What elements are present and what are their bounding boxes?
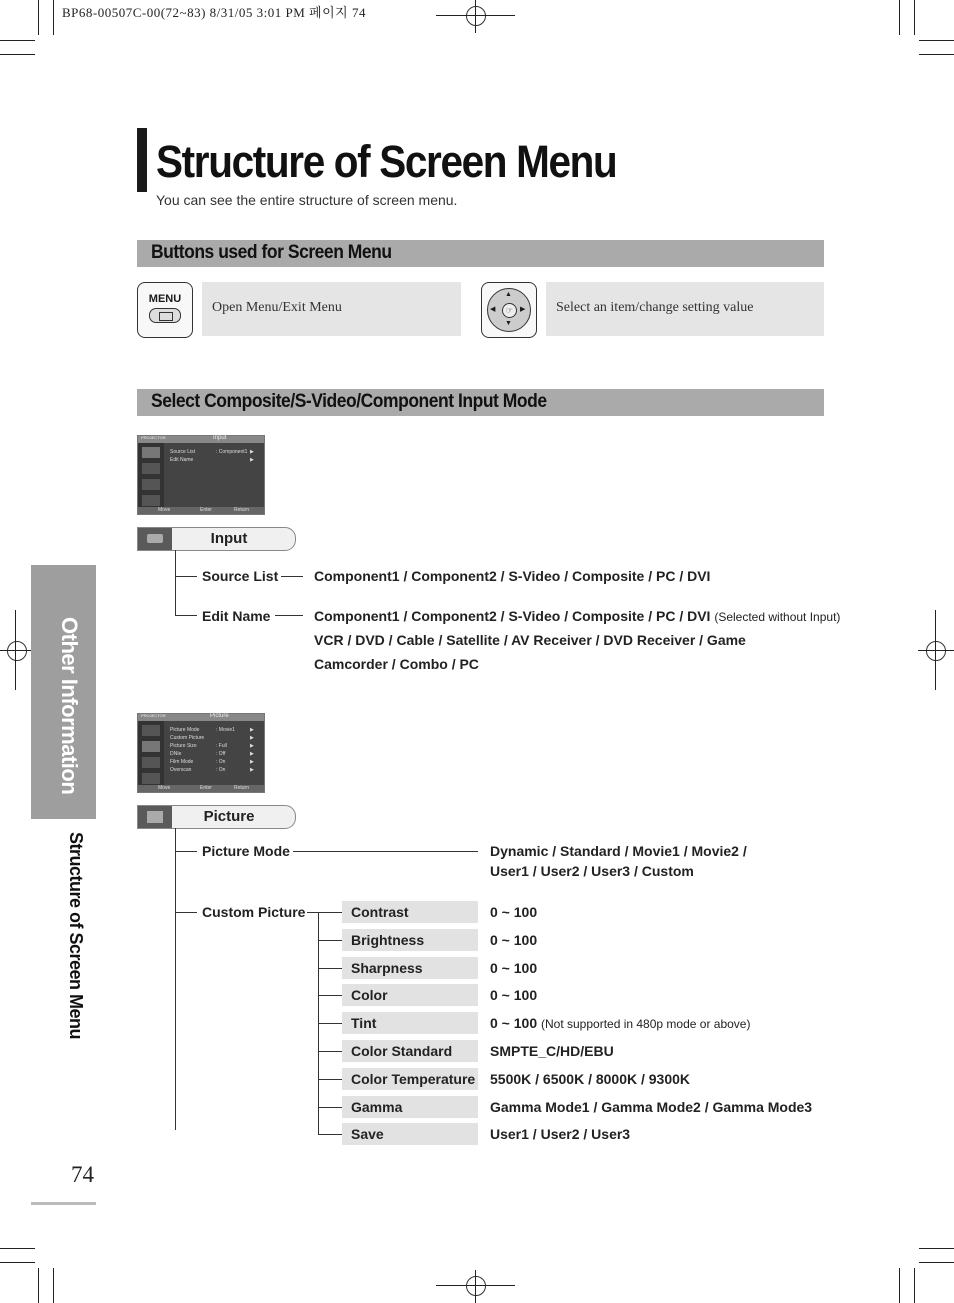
custom-picture-item-name: Sharpness [351,960,423,976]
custom-picture-item-value: 0 ~ 100 [490,904,538,920]
arrow-up-icon: ▲ [505,291,512,298]
menu-button-description: Open Menu/Exit Menu [202,282,461,336]
custom-picture-item-value: 5500K / 6500K / 8000K / 9300K [490,1071,691,1087]
registration-mark [926,641,946,661]
custom-picture-item [342,1068,478,1090]
arrow-right-icon: ▶ [520,306,526,313]
osd-title: Input [213,435,227,441]
edit-name-options-line1: Component1 / Component2 / S-Video / Composite / PC / DVI (Selected without Input) [314,608,841,624]
osd-icon-picture [142,741,160,752]
tree-line [175,828,176,1130]
crop-mark [919,40,954,41]
registration-mark [935,610,936,690]
custom-picture-item [342,901,478,923]
custom-picture-item-name: Contrast [351,904,409,920]
crop-mark [919,1248,954,1249]
crop-mark [919,54,954,55]
section-header-input-mode [137,389,824,416]
arrow-down-icon: ▼ [505,320,512,327]
custom-picture-item-value: 0 ~ 100 (Not supported in 480p mode or above) [490,1015,751,1031]
page-subtitle: You can see the entire structure of screen menu. [156,192,458,208]
edit-name-options-line3: Camcorder / Combo / PC [314,656,479,672]
custom-picture-item-name: Color Temperature [351,1071,476,1087]
arrow-left-icon: ◀ [490,306,496,313]
osd-picture-screenshot: PROJECTOR Picture Picture Mode : Movie1 ▶ Custom Picture ▶ Picture Size : Full ▶ DNIe : Off ▶ Film Mode : On ▶ Overscan : On ▶ Move Enter Return [137,713,265,793]
registration-mark [7,641,27,661]
edit-name-options-line2: VCR / DVD / Cable / Satellite / AV Receiver / DVD Receiver / Game [314,632,746,648]
menu-key-icon [149,308,181,323]
osd-icon-setup [142,773,160,784]
section-header-buttons [137,240,824,267]
osd-icon-setup [142,495,160,506]
crop-mark [38,1268,39,1303]
osd-icon-input [142,725,160,736]
crop-mark [0,1262,35,1263]
registration-mark [466,1276,486,1296]
osd-icon-picture [142,463,160,474]
crop-mark [53,1268,54,1303]
custom-picture-label: Custom Picture [202,904,306,920]
page-number: 74 [71,1162,94,1187]
picture-mode-options-line2: User1 / User2 / User3 / Custom [490,863,694,879]
registration-mark [475,1270,476,1303]
page-title: Structure of Screen Menu [156,136,617,187]
custom-picture-item-name: Tint [351,1015,377,1031]
input-icon [138,528,172,550]
custom-picture-item [342,1096,478,1118]
sidebar-chapter-title: Structure of Screen Menu [66,832,86,1040]
custom-picture-item-name: Gamma [351,1099,403,1115]
input-menu-tab: Input [137,527,296,551]
osd-icon-sound [142,479,160,490]
custom-picture-item-value: 0 ~ 100 [490,987,538,1003]
nav-pad-icon [481,282,537,338]
osd-icon-input [142,447,160,458]
custom-picture-item-name: Color Standard [351,1043,453,1059]
osd-brand: PROJECTOR [141,713,166,718]
crop-mark [914,0,915,35]
title-accent-bar [137,128,147,192]
picture-icon [138,806,172,828]
picture-mode-options-line1: Dynamic / Standard / Movie1 / Movie2 / [490,843,747,859]
crop-mark [899,0,900,35]
menu-icon-label: MENU [148,293,182,305]
custom-picture-item [342,984,478,1006]
nav-ring-icon [487,288,531,332]
registration-mark [0,650,33,651]
registration-mark [15,610,16,690]
nav-button-description: Select an item/change setting value [546,282,824,336]
picture-menu-tab: Picture [137,805,296,829]
custom-picture-item-name: Brightness [351,932,425,948]
registration-mark [918,650,954,651]
print-header-code: BP68-00507C-00(72~83) 8/31/05 3:01 PM 페이지 74 [62,5,366,20]
crop-mark [0,1248,35,1249]
custom-picture-item-name: Color [351,987,388,1003]
section-title: Buttons used for Screen Menu [151,242,392,263]
osd-input-screenshot: PROJECTOR Input Source List : Component1 ▶ Edit Name ▶ Move Enter Return [137,435,265,515]
registration-mark [475,0,476,33]
crop-mark [899,1268,900,1303]
crop-mark [0,40,35,41]
custom-picture-item-note: (Not supported in 480p mode or above) [541,1017,751,1031]
page-number-rule [31,1202,96,1205]
custom-picture-item-value: Gamma Mode1 / Gamma Mode2 / Gamma Mode3 [490,1099,813,1115]
custom-picture-item-name: Save [351,1126,384,1142]
custom-picture-item-value: SMPTE_C/HD/EBU [490,1043,614,1059]
custom-picture-item [342,929,478,951]
tree-line [175,550,176,616]
custom-picture-item [342,1012,478,1034]
osd-brand: PROJECTOR [141,435,166,440]
custom-picture-item-value: User1 / User2 / User3 [490,1126,631,1142]
crop-mark [919,1262,954,1263]
crop-mark [0,54,35,55]
edit-name-note: (Selected without Input) [714,610,841,624]
custom-picture-item [342,957,478,979]
custom-picture-item [342,1123,478,1145]
registration-mark [466,6,486,26]
section-title: Select Composite/S-Video/Component Input Mode [151,391,547,412]
crop-mark [53,0,54,35]
source-list-options: Component1 / Component2 / S-Video / Composite / PC / DVI [314,568,711,584]
custom-picture-item [342,1040,478,1062]
custom-picture-item-value: 0 ~ 100 [490,960,538,976]
source-list-label: Source List [202,568,279,584]
crop-mark [38,0,39,35]
osd-icon-sound [142,757,160,768]
sidebar-section-title: Other Information [57,617,82,795]
custom-picture-item-value: 0 ~ 100 [490,932,538,948]
menu-button-icon [137,282,193,338]
osd-title: Picture [210,713,229,719]
enter-button-icon: ☞ [502,303,517,318]
picture-mode-label: Picture Mode [202,843,290,859]
crop-mark [914,1268,915,1303]
edit-name-label: Edit Name [202,608,271,624]
